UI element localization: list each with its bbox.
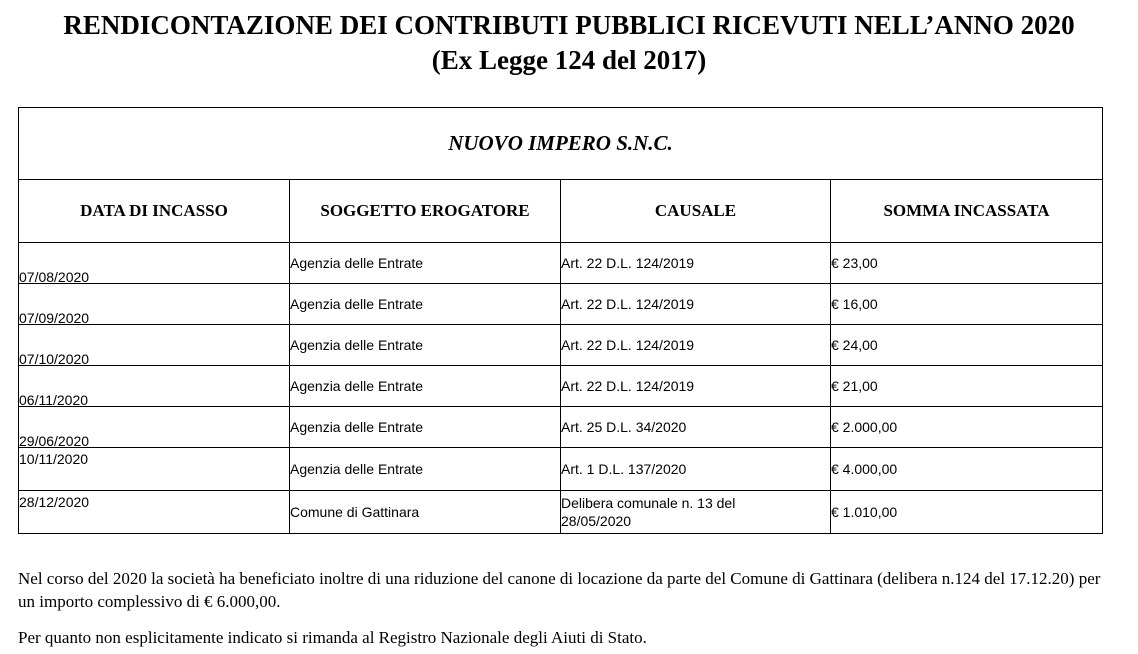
column-header-date: DATA DI INCASSO xyxy=(19,180,290,243)
document-subtitle: (Ex Legge 124 del 2017) xyxy=(431,45,707,75)
table-row xyxy=(19,491,1103,534)
cell-amount: € 24,00 xyxy=(831,325,1103,366)
cell-causale: Art. 25 D.L. 34/2020 xyxy=(561,407,831,448)
table-row xyxy=(19,284,1103,325)
cell-amount: € 21,00 xyxy=(831,366,1103,407)
cell-provider: Agenzia delle Entrate xyxy=(290,284,561,325)
table-row xyxy=(19,448,1103,491)
cell-causale: Art. 1 D.L. 137/2020 xyxy=(561,448,831,491)
cell-provider: Agenzia delle Entrate xyxy=(290,243,561,284)
contributions-table xyxy=(18,107,1103,534)
table-row xyxy=(19,243,1103,284)
note-state-aid-registry: Per quanto non esplicitamente indicato si rimanda al Registro Nazionale degli Aiuti di Stato. xyxy=(18,628,647,647)
cell-provider: Agenzia delle Entrate xyxy=(290,407,561,448)
column-header-provider: SOGGETTO EROGATORE xyxy=(290,180,561,243)
column-header-amount: SOMMA INCASSATA xyxy=(831,180,1103,243)
note-rent-reduction: Nel corso del 2020 la società ha beneficiato inoltre di una riduzione del canone di locazione da parte del Comune di Gattinara (delibera n.124 del 17.12.20) per un importo complessivo di € 6.000,00. xyxy=(18,569,1101,611)
cell-date: 10/11/2020 xyxy=(19,448,290,491)
cell-date: 07/08/2020 xyxy=(19,243,290,284)
cell-amount: € 4.000,00 xyxy=(831,448,1103,491)
document-title: RENDICONTAZIONE DEI CONTRIBUTI PUBBLICI RICEVUTI NELL’ANNO 2020 xyxy=(63,10,1075,40)
cell-amount: € 23,00 xyxy=(831,243,1103,284)
column-header-causale: CAUSALE xyxy=(561,180,831,243)
cell-provider: Agenzia delle Entrate xyxy=(290,325,561,366)
cell-provider: Comune di Gattinara xyxy=(290,491,561,534)
cell-amount: € 2.000,00 xyxy=(831,407,1103,448)
cell-causale: Delibera comunale n. 13 del 28/05/2020 xyxy=(561,491,831,534)
cell-causale: Art. 22 D.L. 124/2019 xyxy=(561,325,831,366)
cell-amount: € 16,00 xyxy=(831,284,1103,325)
cell-causale: Art. 22 D.L. 124/2019 xyxy=(561,366,831,407)
cell-causale: Art. 22 D.L. 124/2019 xyxy=(561,284,831,325)
cell-date: 06/11/2020 xyxy=(19,366,290,407)
cell-date: 28/12/2020 xyxy=(19,491,290,534)
cell-provider: Agenzia delle Entrate xyxy=(290,448,561,491)
table-row xyxy=(19,325,1103,366)
cell-date: 29/06/2020 xyxy=(19,407,290,448)
cell-date: 07/10/2020 xyxy=(19,325,290,366)
table-row xyxy=(19,407,1103,448)
cell-amount: € 1.010,00 xyxy=(831,491,1103,534)
cell-causale: Art. 22 D.L. 124/2019 xyxy=(561,243,831,284)
cell-date: 07/09/2020 xyxy=(19,284,290,325)
cell-provider: Agenzia delle Entrate xyxy=(290,366,561,407)
company-name: NUOVO IMPERO S.N.C. xyxy=(19,108,1103,180)
table-row xyxy=(19,366,1103,407)
